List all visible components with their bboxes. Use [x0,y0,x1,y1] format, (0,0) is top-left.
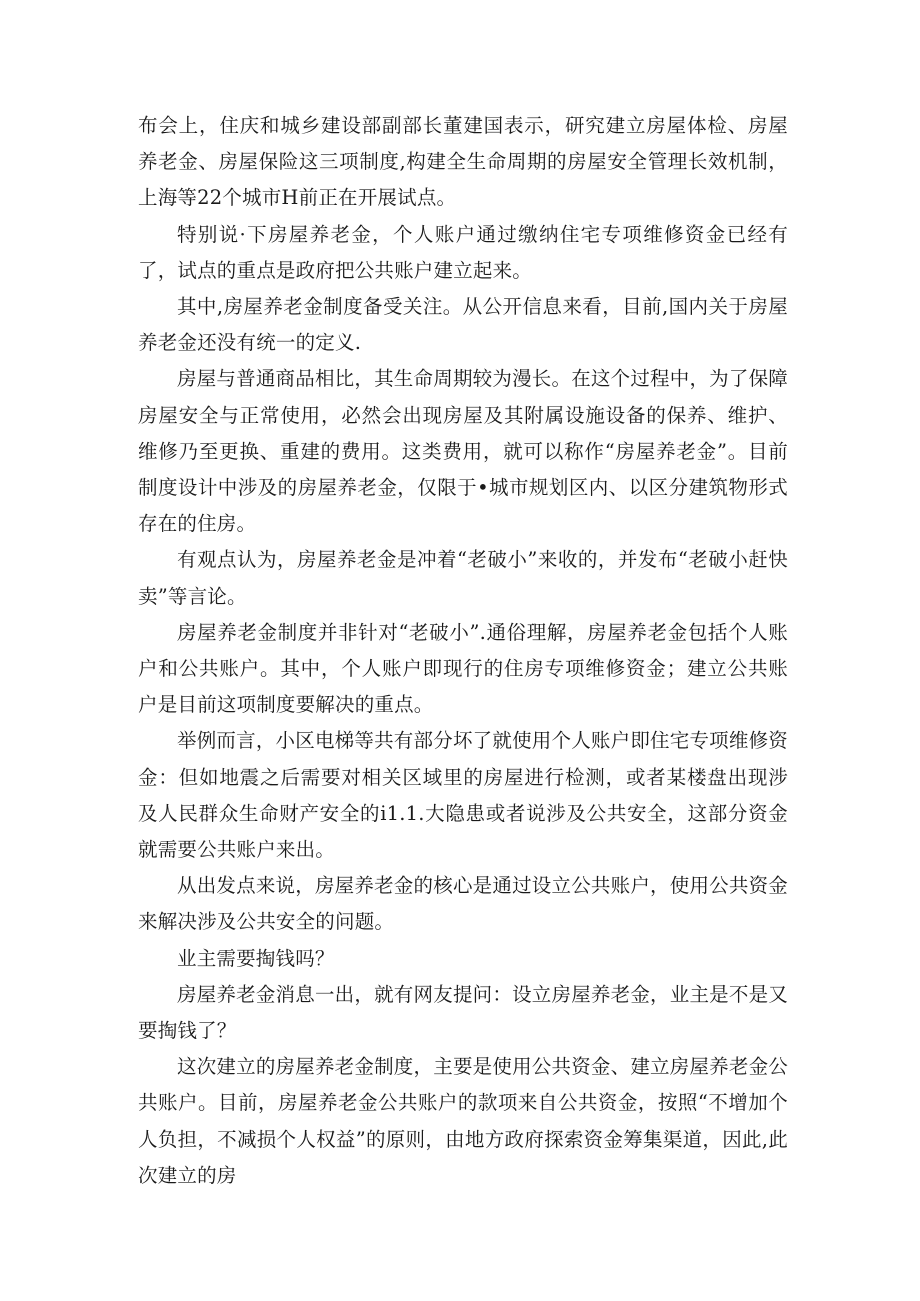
paragraph-10: 这次建立的房屋养老金制度，主要是使用公共资金、建立房屋养老金公共账户。目前，房屋养老金公共账户的款项来自公共资金，按照“不增加个人负担，不减损个人权益”的原则，由地方政府探索资金筹集渠道，因此,此次建立的房 [138,1055,788,1187]
paragraph-4: 房屋与普通商品相比，其生命周期较为漫长。在这个过程中，为了保障房屋安全与正常使用，必然会出现房屋及其附属设施设备的保养、维护、维修乃至更换、重建的费用。这类费用，就可以称作“房屋养老金”。目前制度设计中涉及的房屋养老金，仅限于•城市规划区内、以区分建筑物形式存在的住房。 [138,367,788,536]
paragraph-5: 有观点认为，房屋养老金是冲着“老破小”来收的，并发布“老破小赶快卖”等言论。 [138,548,788,608]
paragraph-1: 布会上，住庆和城乡建设部副部长董建国表示，研究建立房屋体检、房屋养老金、房屋保险这三项制度,构建全生命周期的房屋安全管理长效机制，上海等22个城市H前正在开展试点。 [138,114,788,210]
paragraph-8: 从出发点来说，房屋养老金的核心是通过设立公共账户，使用公共资金来解决涉及公共安全的问题。 [138,874,788,934]
paragraph-7: 举例而言，小区电梯等共有部分坏了就使用个人账户即住宅专项维修资金：但如地震之后需要对相关区域里的房屋进行检测，或者某楼盘出现涉及人民群众生命财产安全的i1.1.大隐患或者说涉及公共安全，这部分资金就需要公共账户来出。 [138,729,788,862]
paragraph-6: 房屋养老金制度并非针对“老破小”.通俗理解，房屋养老金包括个人账户和公共账户。其中，个人账户即现行的住房专项维修资金；建立公共账户是目前这项制度要解决的重点。 [138,620,788,717]
paragraph-9: 房屋养老金消息一出，就有网友提问：设立房屋养老金，业主是不是又要掏钱了？ [138,982,788,1043]
paragraph-3: 其中,房屋养老金制度备受关注。从公开信息来看，目前,国内关于房屋养老金还没有统一的定义. [138,295,788,355]
paragraph-2: 特别说·下房屋养老金，个人账户通过缴纳住宅专项维修资金已经有了，试点的重点是政府把公共账户建立起来。 [138,222,788,282]
document-body [138,108,788,1194]
section-heading: 业主需要掏钱吗？ [177,946,335,970]
